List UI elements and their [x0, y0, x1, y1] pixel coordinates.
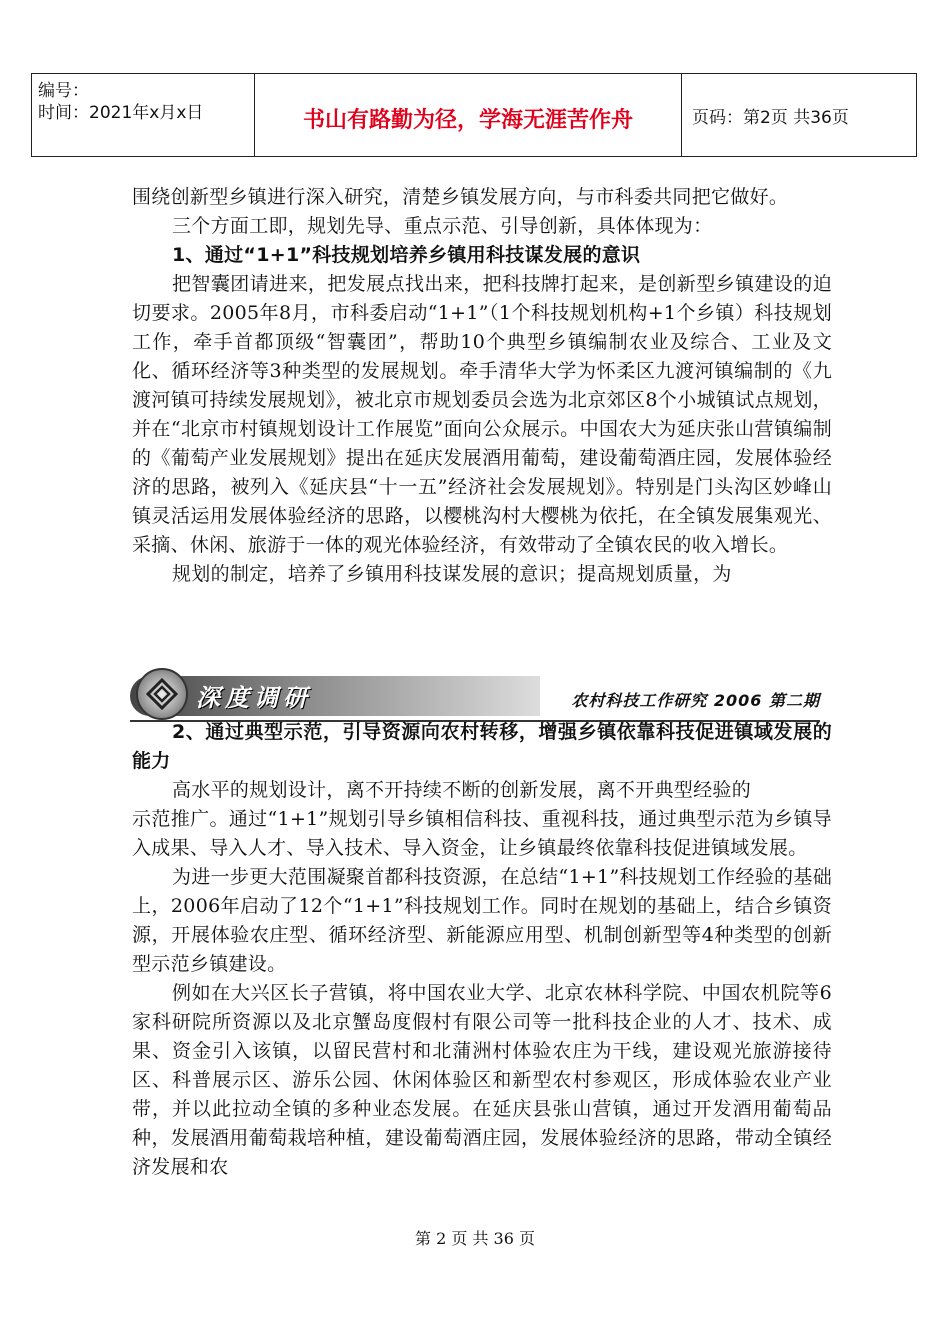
header-motto: 书山有路勤为径，学海无涯苦作舟 [255, 74, 682, 156]
document-time-label: 时间：2021年x月x日 [38, 103, 204, 123]
header-page-info: 页码：第2页 共36页 [692, 107, 849, 128]
diamond-logo-icon [136, 668, 188, 720]
paragraph: 高水平的规划设计，离不开持续不断的创新发展，离不开典型经验的 [172, 779, 752, 801]
banner-title: 深度调研 [196, 684, 312, 712]
page-header [31, 73, 917, 157]
section-heading: 2、通过典型示范，引导资源向农村转移，增强乡镇依靠科技促进镇域发展的能力 [132, 721, 832, 772]
paragraph: 示范推广。通过“1+1”规划引导乡镇相信科技、重视科技，通过典型示范为乡镇导入成果、导入人才、导入技术、导入资金，让乡镇最终依靠科技促进镇域发展。 [132, 808, 832, 859]
section-heading: 1、通过“1+1”科技规划培养乡镇用科技谋发展的意识 [172, 244, 641, 266]
banner-bar [130, 676, 540, 716]
paragraph: 三个方面工即，规划先导、重点示范、引导创新，具体体现为： [172, 215, 713, 237]
page-footer: 第 2 页 共 36 页 [415, 1229, 535, 1248]
top-text-section [132, 183, 832, 589]
banner-journal: 农村科技工作研究 2006 第二期 [571, 691, 820, 710]
paragraph: 围绕创新型乡镇进行深入研究，清楚乡镇发展方向，与市科委共同把它做好。 [132, 186, 789, 208]
header-meta [32, 74, 255, 156]
paragraph: 例如在大兴区长子营镇，将中国农业大学、北京农林科学院、中国农机院等6家科研院所资源以及北京蟹岛度假村有限公司等一批科技企业的人才、技术、成果、资金引入该镇，以留民营村和北蒲洲村体验农庄为干线，建设观光旅游接待区、科普展示区、游乐公园、休闲体验区和新型农村参观区，形成体验农业产业带，并以此拉动全镇的多种业态发展。在延庆县张山营镇，通过开发酒用葡萄品种，发展酒用葡萄栽培种植，建设葡萄酒庄园，发展体验经济的思路，带动全镇经济发展和农 [132, 982, 832, 1178]
paragraph: 规划的制定，培养了乡镇用科技谋发展的意识；提高规划质量，为 [172, 563, 732, 585]
document-number-label: 编号： [38, 81, 89, 101]
paragraph: 把智囊团请进来，把发展点找出来，把科技牌打起来，是创新型乡镇建设的迫切要求。2005年8月，市科委启动“1+1”（1个科技规划机构+1个乡镇）科技规划工作，牵手首都顶级“智囊团”，帮助10个典型乡镇编制农业及综合、工业及文化、循环经济等3种类型的发展规划。牵手清华大学为怀柔区九渡河镇编制的《九渡河镇可持续发展规划》，被北京市规划委员会选为北京郊区8个小城镇试点规划，并在“北京市村镇规划设计工作展览”面向公众展示。中国农大为延庆张山营镇编制的《葡萄产业发展规划》提出在延庆发展酒用葡萄，建设葡萄酒庄园，发展体验经济的思路，被列入《延庆县“十一五”经济社会发展规划》。特别是门头沟区妙峰山镇灵活运用发展体验经济的思路，以樱桃沟村大樱桃为依托，在全镇发展集观光、采摘、休闲、旅游于一体的观光体验经济，有效带动了全镇农民的收入增长。 [132, 273, 832, 556]
section-banner [130, 664, 820, 722]
paragraph: 为进一步更大范围凝聚首都科技资源，在总结“1+1”科技规划工作经验的基础上，2006年启动了12个“1+1”科技规划工作。同时在规划的基础上，结合乡镇资源，开展体验农庄型、循环经济型、新能源应用型、机制创新型等4种类型的创新型示范乡镇建设。 [132, 866, 832, 975]
bottom-text-section [132, 718, 832, 1182]
